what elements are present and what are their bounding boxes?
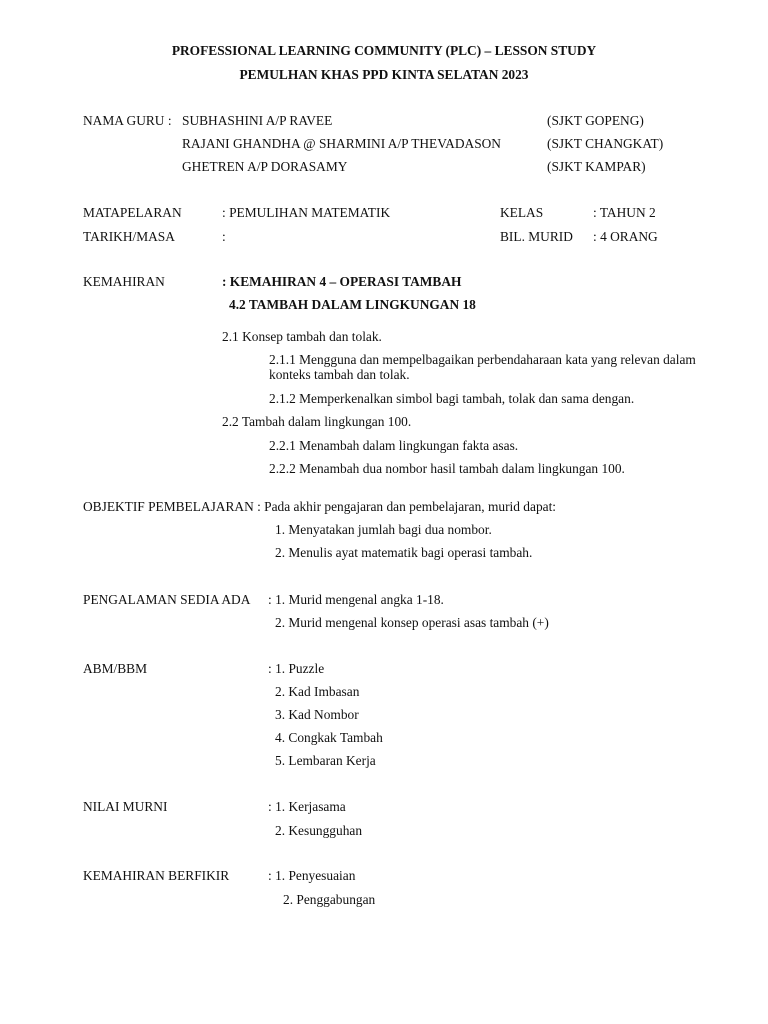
objektif-label: OBJEKTIF PEMBELAJARAN : Pada akhir pengajaran dan pembelajaran, murid dapat: (83, 499, 557, 514)
abm-label: ABM/BBM (83, 661, 147, 676)
objektif-item: 2. Menulis ayat matematik bagi operasi tambah. (275, 545, 533, 560)
teacher-name: GHETREN A/P DORASAMY (182, 159, 348, 174)
pengalaman-item: 2. Murid mengenal konsep operasi asas tambah (+) (275, 615, 549, 630)
nama-guru-label: NAMA GURU : (83, 113, 172, 128)
matapelaran-value: : PEMULIHAN MATEMATIK (222, 205, 391, 220)
standard-2-2-1: 2.2.1 Menambah dalam lingkungan fakta asas. (269, 438, 519, 453)
kemahiran-berfikir-label: KEMAHIRAN BERFIKIR (83, 868, 230, 883)
teacher-school: (SJKT KAMPAR) (547, 159, 646, 174)
objektif-item: 1. Menyatakan jumlah bagi dua nombor. (275, 522, 492, 537)
standard-2-2-2: 2.2.2 Menambah dua nombor hasil tambah dalam lingkungan 100. (269, 461, 625, 476)
kelas-label: KELAS (500, 205, 544, 220)
pengalaman-label: PENGALAMAN SEDIA ADA (83, 592, 251, 607)
kemahiran-title: : KEMAHIRAN 4 – OPERASI TAMBAH (222, 274, 462, 289)
standard-2-1-2: 2.1.2 Memperkenalkan simbol bagi tambah, tolak dan sama dengan. (269, 391, 635, 406)
abm-item: 5. Lembaran Kerja (275, 753, 376, 768)
nilai-item: : 1. Kerjasama (268, 799, 346, 814)
teacher-name: RAJANI GHANDHA @ SHARMINI A/P THEVADASON (182, 136, 501, 151)
kemahiran-label: KEMAHIRAN (83, 274, 165, 289)
berfikir-item: 2. Penggabungan (283, 892, 376, 907)
teacher-school: (SJKT CHANGKAT) (547, 136, 664, 151)
bil-murid-value: : 4 ORANG (593, 229, 658, 244)
bil-murid-label: BIL. MURID (500, 229, 573, 244)
nilai-murni-label: NILAI MURNI (83, 799, 168, 814)
teacher-school: (SJKT GOPENG) (547, 113, 644, 128)
berfikir-item: : 1. Penyesuaian (268, 868, 356, 883)
abm-item: 2. Kad Imbasan (275, 684, 360, 699)
kemahiran-subtitle: 4.2 TAMBAH DALAM LINGKUNGAN 18 (229, 297, 476, 312)
matapelaran-label: MATAPELARAN (83, 205, 182, 220)
document-subtitle: PEMULHAN KHAS PPD KINTA SELATAN 2023 (239, 67, 529, 82)
teacher-name: SUBHASHINI A/P RAVEE (182, 113, 333, 128)
abm-item: : 1. Puzzle (268, 661, 325, 676)
abm-item: 3. Kad Nombor (275, 707, 359, 722)
nilai-item: 2. Kesungguhan (275, 823, 363, 838)
standard-2-1: 2.1 Konsep tambah dan tolak. (222, 329, 382, 344)
kelas-value: : TAHUN 2 (593, 205, 656, 220)
standard-2-2: 2.2 Tambah dalam lingkungan 100. (222, 414, 412, 429)
standard-2-1-1-cont: konteks tambah dan tolak. (269, 367, 410, 382)
standard-2-1-1: 2.1.1 Mengguna dan mempelbagaikan perbendaharaan kata yang relevan dalam (269, 352, 696, 367)
abm-item: 4. Congkak Tambah (275, 730, 383, 745)
tarikh-label: TARIKH/MASA (83, 229, 175, 244)
tarikh-value: : (222, 229, 226, 244)
pengalaman-item: : 1. Murid mengenal angka 1-18. (268, 592, 444, 607)
document-title: PROFESSIONAL LEARNING COMMUNITY (PLC) – LESSON STUDY (171, 43, 597, 58)
